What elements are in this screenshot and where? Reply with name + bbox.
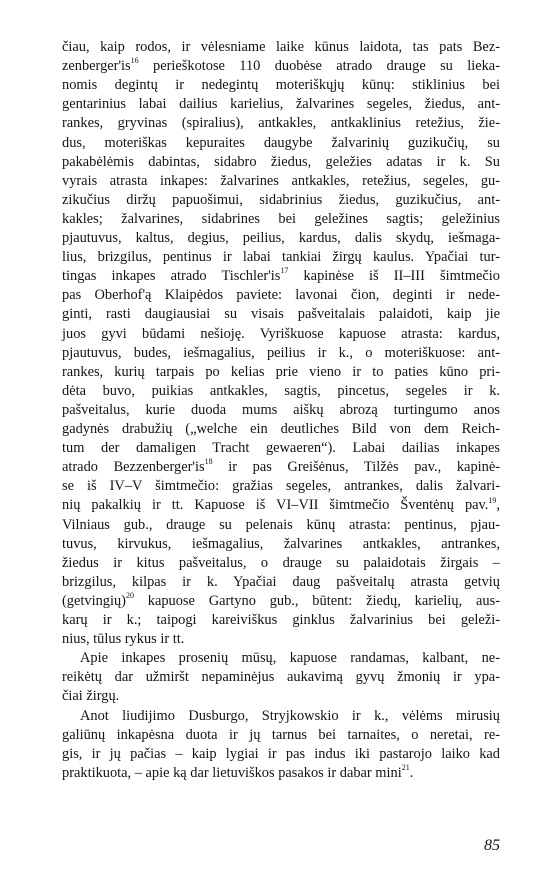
text-line: [62, 535, 500, 553]
line-text: pašveitalus, kurie duoda mums aiškų abrozą turtingumo anos: [62, 401, 500, 418]
page-number: 85: [484, 837, 500, 854]
line-text: rankes, kurių tarpais po kelias prie vieno ir to paties kūno pri-: [62, 363, 500, 380]
text-line: [62, 38, 500, 56]
text-line: [62, 344, 500, 362]
text-line: [62, 248, 500, 266]
line-text: atrado Bezzenberger'is: [62, 459, 205, 476]
line-text: nius, tūlus rykus ir tt.: [62, 631, 185, 648]
line-text: žiedus ir kitus pašveitalus, o drauge su palaidotais žirgais –: [62, 554, 500, 571]
line-text: perieškotose 110 duobėse atrado drauge su lieka-: [138, 58, 500, 75]
line-text: kakles; žalvarines, sidabrines bei geležines sagtis; geležinius: [62, 210, 500, 227]
text-line: [62, 76, 500, 94]
line-text: brizgilus, kilpas ir k. Ypačiai daug pašveitalų atrasta getvių: [62, 573, 500, 590]
footnote-marker: 17: [280, 266, 289, 276]
text-line: [62, 305, 500, 323]
line-text: tum der damaligen Tracht gewaeren“). Labai dailias inkapes: [62, 440, 500, 457]
text-line: [62, 726, 500, 744]
line-text: gentarinius labai dailius karielius, žalvarines segeles, žiedus, ant-: [62, 96, 500, 113]
line-text: (getvingių): [62, 592, 126, 609]
line-text: čiau, kaip rodos, ir vėlesniame laike kūnus laidota, tas pats Bez-: [62, 39, 500, 55]
line-text: gis, ir jų pačias – kaip lygiai ir pas indus iki pastarojo laiko kad: [62, 745, 500, 762]
line-text: Anot liudijimo Dusburgo, Stryjkowskio ir k., vėlėms mirusių: [80, 707, 500, 724]
line-text: ginti, rasti daugiausiai su visais pašveitalais palaidoti, kaip jie: [62, 306, 500, 323]
footnote-marker: 20: [125, 591, 134, 601]
text-line: [62, 114, 500, 132]
line-text: Vilniaus gub., drauge su pelenais kūnų atrasta: pentinus, pjau-: [62, 516, 500, 533]
text-line: [62, 401, 500, 419]
line-text: kapinėse iš II–III šimtmečio: [288, 268, 500, 285]
text-line: [62, 267, 500, 285]
line-text: nomis degintų ir nedegintų moteriškųjų kūnų: stiklinius bei: [62, 77, 500, 94]
line-text: karų ir k.; taipogi kareiviškus ginklus žalvarinius bei geleži-: [62, 612, 500, 628]
text-line: [62, 477, 500, 495]
text-line: [62, 573, 500, 591]
line-text: tuvus, kirvukus, iešmagalius, žalvarines antkakles, antrankes,: [62, 535, 500, 552]
line-text: praktikuota, – apie ką dar lietuviškos pasakos ir dabar mini: [62, 764, 402, 781]
line-text: pakabėlėmis dabintas, sidabro žiedus, geležies adatas ir k. Su: [62, 153, 500, 170]
line-text: pjautuvus, kaltus, degius, peilius, kardus, dalis skydų, iešmaga-: [62, 230, 500, 246]
text-line: [62, 420, 500, 438]
footnote-marker: 18: [204, 457, 213, 467]
text-line: [62, 516, 500, 534]
text-line: [62, 707, 500, 725]
line-text: gadynės drabužių („welche ein deutliches Bild von dem Reich-: [62, 421, 500, 437]
text-line: [62, 325, 500, 343]
text-line: [62, 382, 500, 400]
text-line: [62, 229, 500, 247]
text-line: [62, 668, 500, 686]
footnote-marker: 16: [130, 56, 139, 66]
text-line: [62, 286, 500, 304]
line-text: Apie inkapes prosenių mūsų, kapuose randamas, kalbant, ne-: [80, 650, 500, 667]
text-line: [62, 439, 500, 457]
text-line: [62, 649, 500, 667]
text-line: [62, 363, 500, 381]
line-text: vyrais atrasta inkapes: žalvarines antkakles, retežius, segeles, gu-: [62, 172, 500, 189]
line-text: kapuose Gartyno gub., būtent: žiedų, karielių, aus-: [133, 592, 500, 609]
text-line: [62, 687, 500, 705]
line-text: pas Oberhof'ą Klaipėdos paviete: lavonai čion, deginti ir nede-: [62, 287, 500, 304]
line-text: galiūnų inkapėsna duota ir jų tarnus bei tarnaites, o neretai, re-: [62, 726, 500, 743]
text-line: [62, 153, 500, 171]
line-text: juos gyvi būdami nešioję. Vyriškuose kapuose atrasta: kardus,: [62, 325, 500, 342]
line-text: zikučius diržų papuošimui, sidabrinius žiedus, guzikučius, ant-: [62, 191, 500, 208]
line-text: dus, moteriškas kepuraites daugybe žalvarinių guzikučių, su: [62, 134, 500, 151]
line-text: tingas inkapes atrado Tischler'is: [62, 268, 281, 285]
text-line: [62, 458, 500, 476]
text-line: [62, 592, 500, 610]
text-line: [62, 172, 500, 190]
text-line: [62, 57, 500, 75]
text-line: [62, 134, 500, 152]
line-text: ir pas Greišėnus, Tilžės pav., kapinė-: [212, 459, 501, 476]
text-line: [62, 496, 500, 514]
text-line: [62, 745, 500, 763]
line-text: pjautuvus, budes, iešmagalius, peilius ir k., o moteriškuose: ant-: [62, 344, 500, 361]
line-text: se iš IV–V šimtmečio: gražias segeles, antrankes, dalis žalvari-: [62, 478, 500, 495]
line-text: rankes, gryvinas (spiralius), antkakles, antkaklinius retežius, žie-: [62, 115, 500, 132]
text-line: [62, 764, 500, 782]
line-text: .: [409, 764, 414, 781]
text-line: [62, 554, 500, 572]
text-line: [62, 95, 500, 113]
line-text: zenberger'is: [62, 58, 131, 75]
footnote-marker: 19: [488, 495, 497, 505]
text-line: [62, 210, 500, 228]
text-line: [62, 611, 500, 629]
line-text: ,: [496, 497, 500, 514]
text-line: [62, 191, 500, 209]
footnote-marker: 21: [401, 763, 410, 772]
line-text: čiai žirgų.: [62, 688, 120, 705]
text-line: [62, 630, 500, 648]
line-text: dėta buvo, puikias antkakles, sagtis, pincetus, segeles ir k.: [62, 382, 500, 399]
line-text: reikėtų dar užmiršt nepaminėjus aukavimą gyvų žmonių ir ypa-: [62, 669, 500, 686]
line-text: lius, brizgilus, pentinus ir labai tankiai žirgų kaulus. Ypačiai tur-: [62, 249, 500, 266]
line-text: nių pakalkių ir tt. Kapuose iš VI–VII šimtmečio Šventėnų pav.: [62, 497, 489, 514]
